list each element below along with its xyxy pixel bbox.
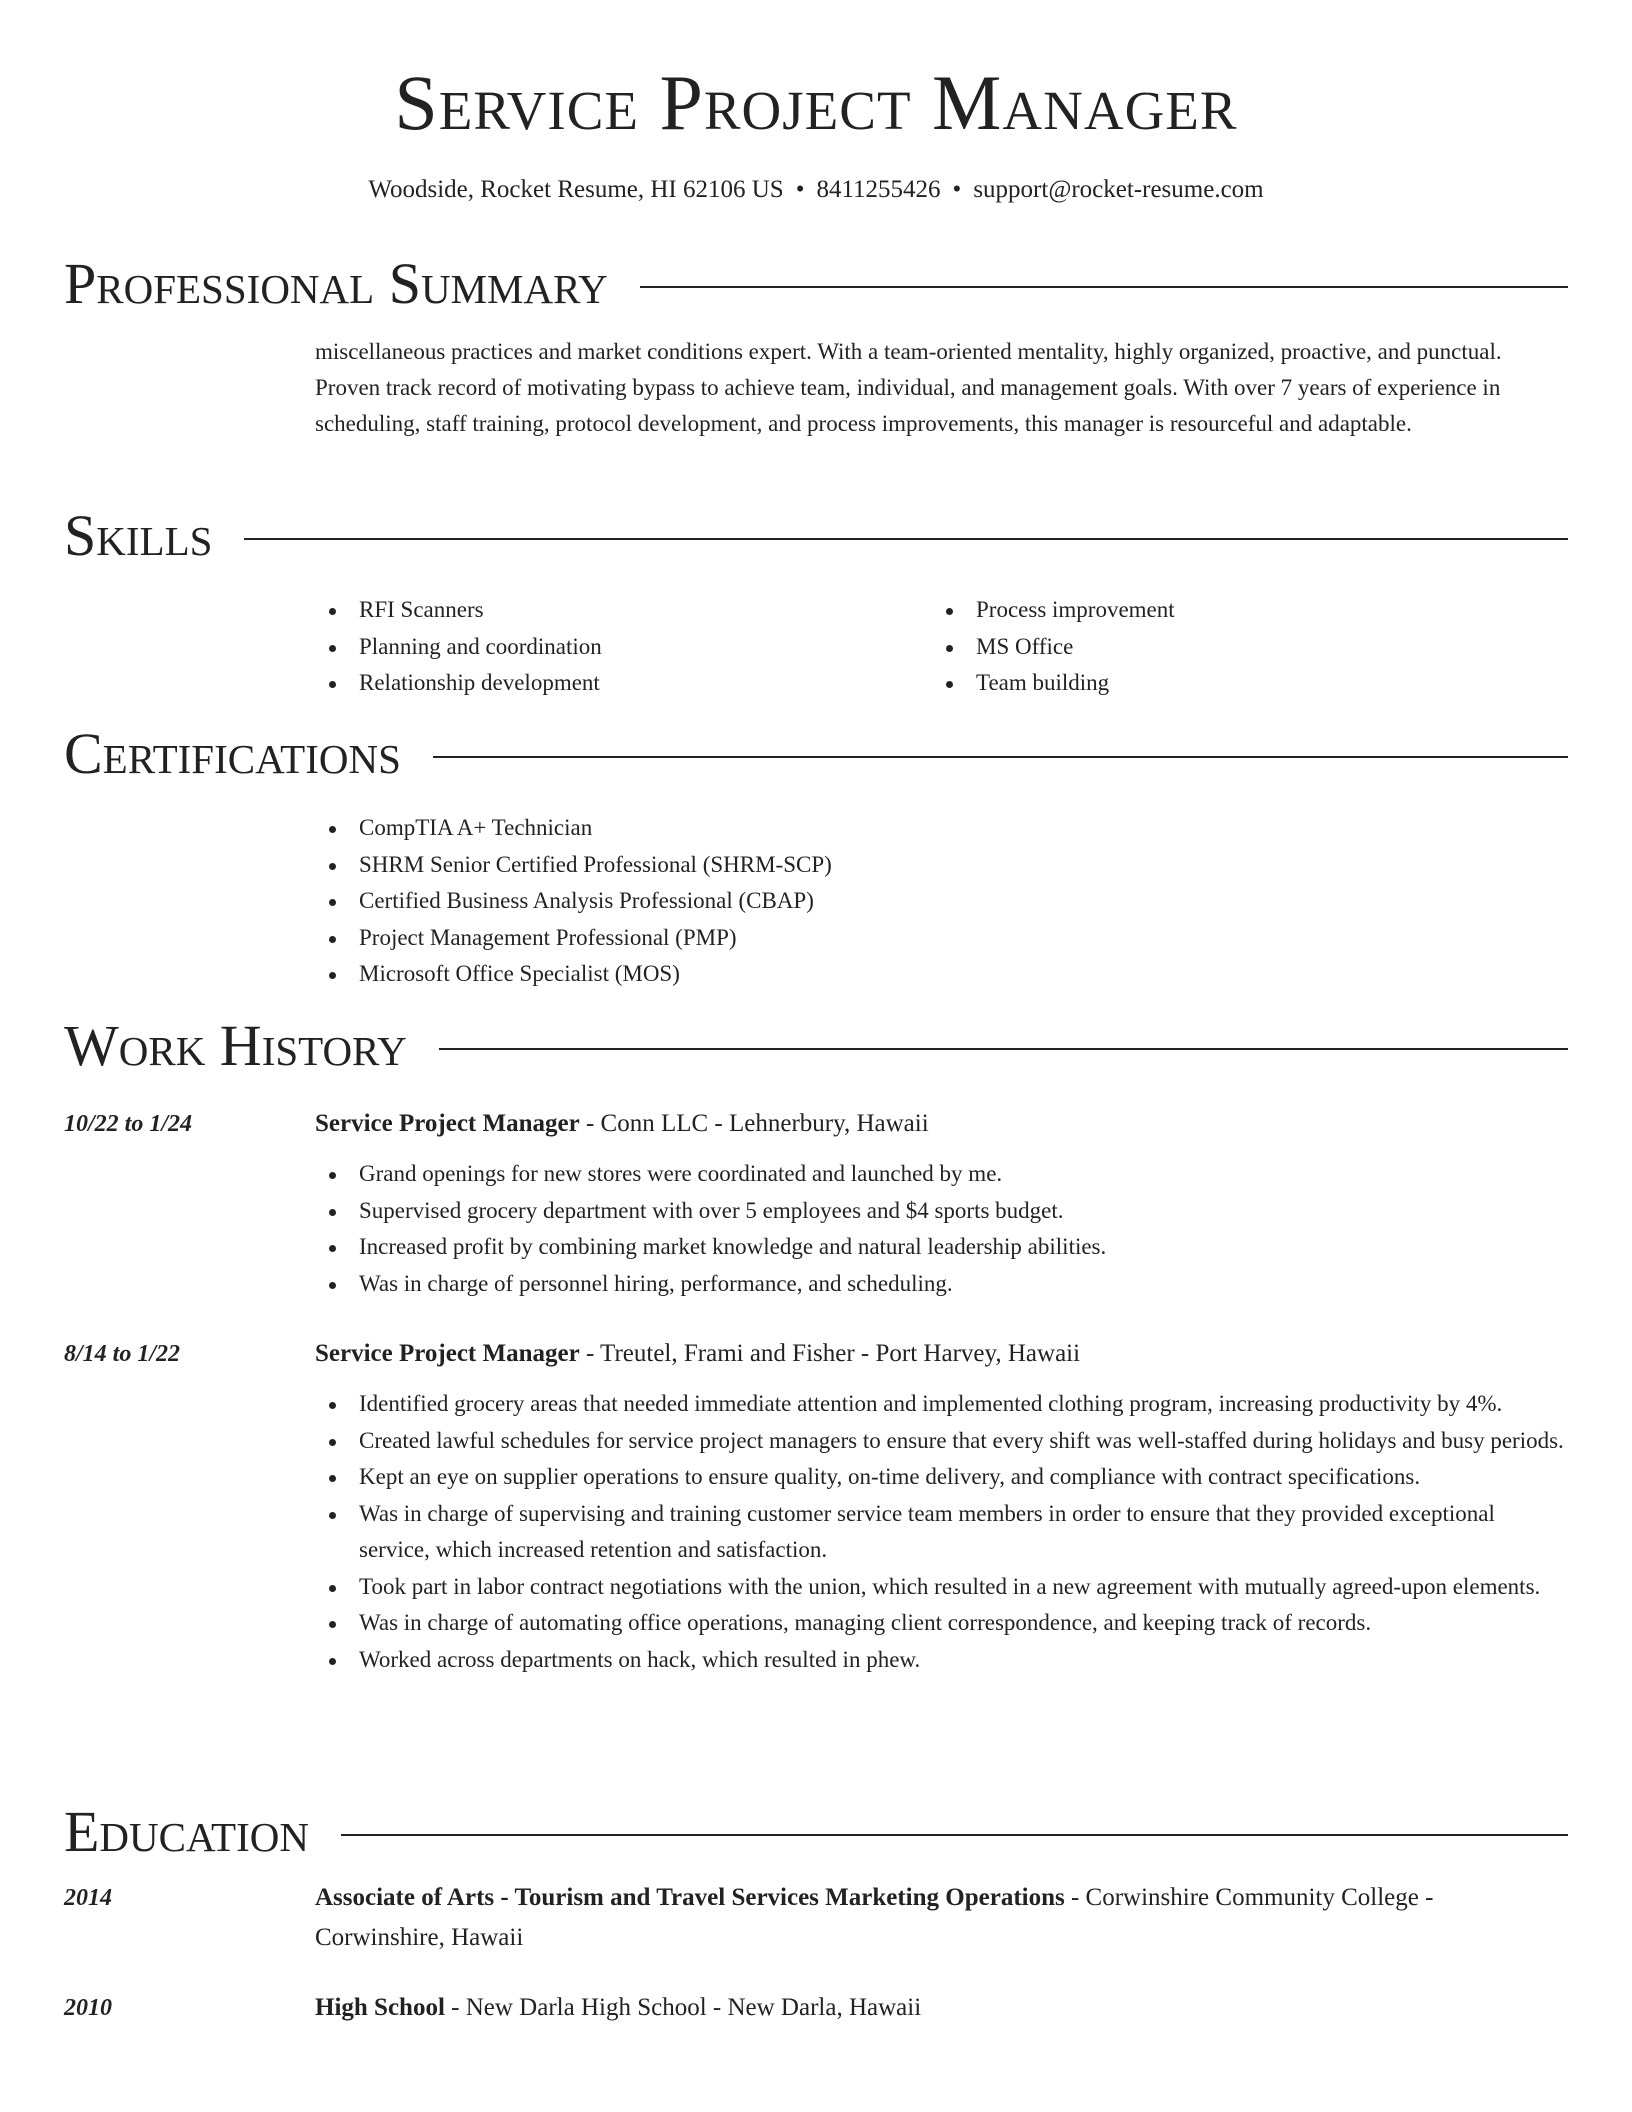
candidate-name: Service Project Manager bbox=[394, 59, 1238, 146]
job-bullet: Kept an eye on supplier operations to ensure quality, on-time delivery, and compliance with contract specifications. bbox=[315, 1459, 1568, 1496]
contact-line bbox=[0, 175, 1632, 205]
skill-item: MS Office bbox=[932, 629, 1532, 666]
summary-text: miscellaneous practices and market conditions expert. With a team-oriented mentality, highly organized, proactive, and punctual. Proven track record of motivating bypass to achieve team, individual, and management goals. With over 7 years of experience in scheduling, staff training, protocol development, and process improvements, this manager is resourceful and adaptable. bbox=[315, 339, 1502, 436]
skill-item: Team building bbox=[932, 665, 1532, 702]
job-title: Service Project Manager bbox=[315, 1110, 580, 1137]
contact-separator: • bbox=[952, 176, 962, 203]
job-details: - Treutel, Frami and Fisher - Port Harvey, Hawaii bbox=[579, 1340, 1081, 1367]
work-section-header bbox=[64, 1014, 1568, 1078]
job-bullet: Increased profit by combining market knowledge and natural leadership abilities. bbox=[315, 1229, 1568, 1266]
certification-item: Project Management Professional (PMP) bbox=[315, 920, 1568, 957]
job-bullet: Was in charge of supervising and training customer service team members in order to ensure that they provided exceptional service, which increased retention and satisfaction. bbox=[315, 1496, 1568, 1569]
education-entry bbox=[315, 1878, 1568, 1958]
skills-column-right bbox=[932, 592, 1532, 702]
summary-heading: Professional Summary bbox=[64, 251, 608, 316]
job-bullet: Supervised grocery department with over 5 employees and $4 sports budget. bbox=[315, 1193, 1568, 1230]
education-section-header bbox=[64, 1800, 1568, 1864]
job-bullet: Grand openings for new stores were coordinated and launched by me. bbox=[315, 1156, 1568, 1193]
summary-section-header bbox=[64, 252, 1568, 316]
job-title-line bbox=[315, 1334, 1568, 1374]
skills-heading: Skills bbox=[64, 503, 213, 568]
certification-item: Microsoft Office Specialist (MOS) bbox=[315, 956, 1568, 993]
section-divider bbox=[341, 1834, 1568, 1836]
skill-item: Relationship development bbox=[315, 665, 915, 702]
skill-item: Planning and coordination bbox=[315, 629, 915, 666]
education-year: 2014 bbox=[64, 1885, 112, 1911]
work-heading: Work History bbox=[64, 1013, 407, 1078]
education-degree: High School bbox=[315, 1994, 445, 2021]
skills-column-left bbox=[315, 592, 915, 702]
education-details: - Corwinshire Community College - Corwinshire, Hawaii bbox=[315, 1884, 1434, 1951]
contact-phone: 8411255426 bbox=[816, 176, 941, 203]
section-divider bbox=[640, 286, 1568, 288]
certification-item: CompTIA A+ Technician bbox=[315, 810, 1568, 847]
certifications-section-header bbox=[64, 722, 1568, 786]
skill-item: RFI Scanners bbox=[315, 592, 915, 629]
job-details: - Conn LLC - Lehnerbury, Hawaii bbox=[579, 1110, 929, 1137]
job-bullets bbox=[315, 1386, 1568, 1678]
contact-email: support@rocket-resume.com bbox=[973, 176, 1264, 203]
job-bullet: Identified grocery areas that needed immediate attention and implemented clothing program, increasing productivity by 4%. bbox=[315, 1386, 1568, 1423]
skill-item: Process improvement bbox=[932, 592, 1532, 629]
section-divider bbox=[433, 756, 1568, 758]
education-degree: Associate of Arts - Tourism and Travel Services Marketing Operations bbox=[315, 1884, 1065, 1911]
job-bullet: Created lawful schedules for service project managers to ensure that every shift was well-staffed during holidays and busy periods. bbox=[315, 1423, 1568, 1460]
section-divider bbox=[244, 538, 1568, 540]
education-heading: Education bbox=[64, 1799, 309, 1864]
certification-item: SHRM Senior Certified Professional (SHRM-SCP) bbox=[315, 847, 1568, 884]
education-year: 2010 bbox=[64, 1995, 112, 2021]
skills-section-header bbox=[64, 504, 1568, 568]
certifications-list bbox=[315, 810, 1568, 993]
job-bullets bbox=[315, 1156, 1568, 1302]
certifications-heading: Certifications bbox=[64, 721, 401, 786]
job-bullet: Worked across departments on hack, which resulted in phew. bbox=[315, 1642, 1568, 1679]
job-dates: 8/14 to 1/22 bbox=[64, 1341, 181, 1367]
job-title: Service Project Manager bbox=[315, 1340, 580, 1367]
contact-address: Woodside, Rocket Resume, HI 62106 US bbox=[368, 176, 784, 203]
job-bullet: Took part in labor contract negotiations with the union, which resulted in a new agreement with mutually agreed-upon elements. bbox=[315, 1569, 1568, 1606]
certification-item: Certified Business Analysis Professional (CBAP) bbox=[315, 883, 1568, 920]
education-entry bbox=[315, 1988, 1568, 2028]
job-dates: 10/22 to 1/24 bbox=[64, 1111, 193, 1137]
section-divider bbox=[439, 1048, 1568, 1050]
job-title-line bbox=[315, 1104, 1568, 1144]
education-details: - New Darla High School - New Darla, Hawaii bbox=[444, 1994, 922, 2021]
contact-separator: • bbox=[795, 176, 805, 203]
job-bullet: Was in charge of personnel hiring, performance, and scheduling. bbox=[315, 1266, 1568, 1303]
job-bullet: Was in charge of automating office operations, managing client correspondence, and keeping track of records. bbox=[315, 1605, 1568, 1642]
